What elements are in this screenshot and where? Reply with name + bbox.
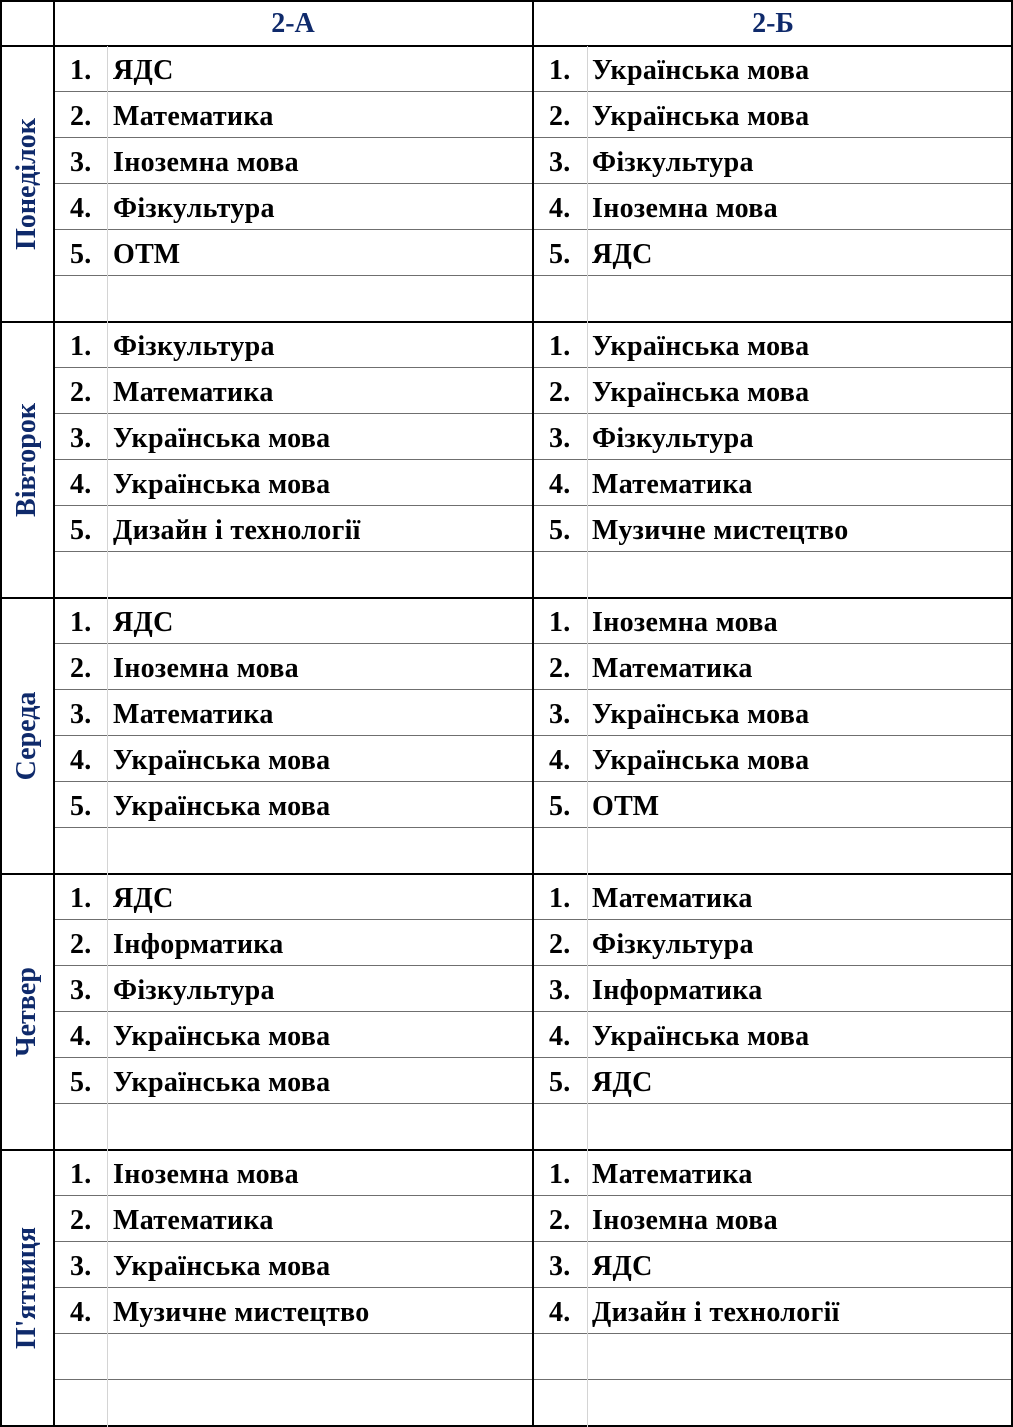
- lesson-number: 3.: [70, 423, 92, 454]
- lesson-subject: Математика: [592, 653, 753, 684]
- lesson-number: [70, 276, 110, 322]
- lesson-subject: Математика: [592, 1159, 753, 1190]
- lesson-number: 5.: [70, 515, 92, 546]
- lesson-subject: Українська мова: [592, 101, 810, 132]
- lesson-subject: Музичне мистецтво: [113, 1297, 370, 1328]
- lesson-number: 2.: [70, 929, 92, 960]
- lesson-number: 4.: [549, 469, 571, 500]
- lesson-subject: Фізкультура: [592, 423, 754, 454]
- header-class-2b: 2-Б: [752, 8, 794, 39]
- lesson-number: 2.: [549, 101, 571, 132]
- lesson-subject: Дизайн і технології: [113, 515, 361, 546]
- lesson-subject: Українська мова: [113, 745, 331, 776]
- lesson-subject: Українська мова: [113, 1021, 331, 1052]
- lesson-subject: Українська мова: [592, 377, 810, 408]
- lesson-subject: Фізкультура: [113, 331, 275, 362]
- grid-number-rule: [587, 46, 588, 1427]
- lesson-number: [70, 1104, 110, 1150]
- lesson-number: 2.: [549, 1205, 571, 1236]
- lesson-subject: Фізкультура: [592, 929, 754, 960]
- lesson-number: [549, 1334, 589, 1380]
- lesson-number: 4.: [70, 745, 92, 776]
- lesson-number: 4.: [549, 1021, 571, 1052]
- lesson-number: 3.: [70, 975, 92, 1006]
- grid-border-left: [0, 0, 2, 1427]
- lesson-subject: Іноземна мова: [592, 607, 778, 638]
- lesson-number: [549, 552, 589, 598]
- lesson-number: [549, 1104, 589, 1150]
- lesson-number: 1.: [70, 607, 92, 638]
- lesson-number: 3.: [549, 1251, 571, 1282]
- lesson-subject: Математика: [113, 101, 274, 132]
- lesson-subject: Українська мова: [113, 1251, 331, 1282]
- lesson-number: 5.: [70, 239, 92, 270]
- lesson-subject: Інформатика: [592, 975, 763, 1006]
- lesson-subject: Математика: [113, 1205, 274, 1236]
- lesson-number: 3.: [70, 699, 92, 730]
- lesson-number: 1.: [70, 331, 92, 362]
- lesson-number: 4.: [70, 1297, 92, 1328]
- lesson-number: 4.: [549, 1297, 571, 1328]
- lesson-subject: Фізкультура: [113, 975, 275, 1006]
- lesson-subject: ЯДС: [113, 883, 174, 914]
- grid-day-rule: [0, 1149, 1013, 1151]
- day-label: П'ятниця: [11, 1226, 42, 1350]
- lesson-number: 1.: [549, 331, 571, 362]
- lesson-subject: Українська мова: [592, 1021, 810, 1052]
- lesson-subject: Українська мова: [592, 699, 810, 730]
- lesson-number: 5.: [549, 791, 571, 822]
- lesson-subject: Іноземна мова: [113, 653, 299, 684]
- lesson-subject: Українська мова: [113, 1067, 331, 1098]
- lesson-number: 4.: [70, 469, 92, 500]
- lesson-subject: Українська мова: [113, 791, 331, 822]
- lesson-number: [70, 828, 110, 874]
- lesson-number: 1.: [549, 607, 571, 638]
- grid-day-rule: [0, 321, 1013, 323]
- lesson-number: 2.: [70, 377, 92, 408]
- grid-day-rule: [0, 873, 1013, 875]
- lesson-subject: Музичне мистецтво: [592, 515, 849, 546]
- lesson-number: 2.: [70, 1205, 92, 1236]
- lesson-number: 3.: [549, 423, 571, 454]
- lesson-number: 3.: [70, 1251, 92, 1282]
- grid-border-top: [0, 0, 1013, 2]
- lesson-subject: ЯДС: [113, 607, 174, 638]
- lesson-subject: Українська мова: [113, 423, 331, 454]
- lesson-number: 1.: [70, 55, 92, 86]
- lesson-subject: ЯДС: [592, 1067, 653, 1098]
- grid-day-rule: [0, 597, 1013, 599]
- day-label: Четвер: [11, 967, 42, 1057]
- lesson-subject: Українська мова: [592, 745, 810, 776]
- lesson-number: 4.: [70, 1021, 92, 1052]
- day-label: Вівторок: [11, 403, 42, 517]
- lesson-subject: Українська мова: [592, 331, 810, 362]
- lesson-subject: Математика: [113, 377, 274, 408]
- lesson-subject: ОТМ: [113, 239, 181, 270]
- header-class-2a: 2-А: [271, 8, 315, 39]
- lesson-number: 3.: [549, 975, 571, 1006]
- lesson-subject: Дизайн і технології: [592, 1297, 840, 1328]
- lesson-number: [70, 552, 110, 598]
- lesson-number: 2.: [70, 101, 92, 132]
- lesson-number: 1.: [549, 1159, 571, 1190]
- lesson-number: [70, 1380, 110, 1426]
- lesson-number: 5.: [549, 239, 571, 270]
- lesson-subject: Математика: [592, 883, 753, 914]
- lesson-subject: Фізкультура: [592, 147, 754, 178]
- lesson-number: [549, 276, 589, 322]
- lesson-number: 3.: [549, 147, 571, 178]
- lesson-subject: Іноземна мова: [113, 1159, 299, 1190]
- lesson-number: 1.: [70, 883, 92, 914]
- grid-day-column-rule: [53, 0, 55, 1427]
- lesson-number: 1.: [549, 883, 571, 914]
- lesson-subject: Українська мова: [113, 469, 331, 500]
- lesson-subject: Іноземна мова: [592, 193, 778, 224]
- lesson-number: 4.: [549, 193, 571, 224]
- lesson-number: 3.: [70, 147, 92, 178]
- lesson-number: [549, 1380, 589, 1426]
- lesson-number: 3.: [549, 699, 571, 730]
- grid-class-divider: [532, 0, 534, 1427]
- lesson-number: 2.: [70, 653, 92, 684]
- lesson-subject: ЯДС: [592, 1251, 653, 1282]
- lesson-subject: Математика: [113, 699, 274, 730]
- lesson-number: 4.: [70, 193, 92, 224]
- lesson-number: 5.: [70, 1067, 92, 1098]
- lesson-number: 5.: [549, 515, 571, 546]
- lesson-subject: Іноземна мова: [592, 1205, 778, 1236]
- lesson-number: 5.: [70, 791, 92, 822]
- lesson-subject: ОТМ: [592, 791, 660, 822]
- lesson-subject: Математика: [592, 469, 753, 500]
- lesson-subject: ЯДС: [113, 55, 174, 86]
- day-label: Понеділок: [11, 118, 42, 250]
- lesson-subject: Українська мова: [592, 55, 810, 86]
- day-label: Середа: [11, 691, 42, 781]
- lesson-number: 1.: [70, 1159, 92, 1190]
- grid-number-rule: [107, 46, 108, 1427]
- lesson-number: 2.: [549, 377, 571, 408]
- lesson-subject: Фізкультура: [113, 193, 275, 224]
- lesson-number: [70, 1334, 110, 1380]
- lesson-number: 5.: [549, 1067, 571, 1098]
- lesson-number: 2.: [549, 653, 571, 684]
- lesson-number: [549, 828, 589, 874]
- grid-header-rule: [0, 45, 1013, 47]
- lesson-number: 2.: [549, 929, 571, 960]
- lesson-number: 4.: [549, 745, 571, 776]
- lesson-subject: Іноземна мова: [113, 147, 299, 178]
- lesson-subject: ЯДС: [592, 239, 653, 270]
- lesson-subject: Інформатика: [113, 929, 284, 960]
- lesson-number: 1.: [549, 55, 571, 86]
